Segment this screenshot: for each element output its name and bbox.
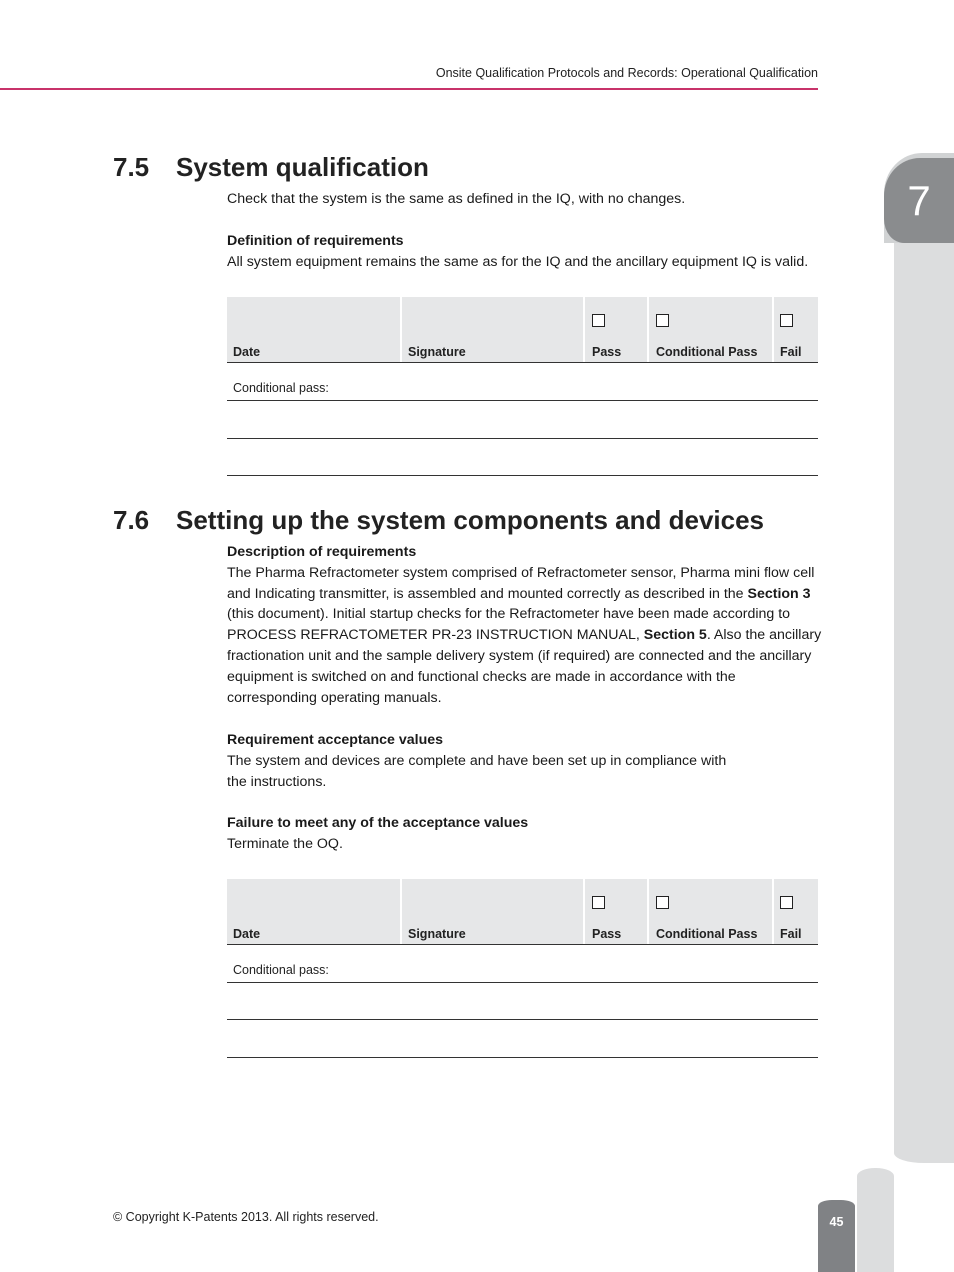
- pass-label: Pass: [592, 927, 622, 941]
- note-line[interactable]: [227, 982, 818, 983]
- signature-cell[interactable]: [402, 297, 585, 362]
- definition-block: [227, 231, 822, 273]
- copyright-notice: © Copyright K-Patents 2013. All rights reserved.: [113, 1210, 379, 1224]
- failure-block: [227, 813, 822, 855]
- conditional-pass-checkbox[interactable]: [656, 896, 669, 909]
- note-line[interactable]: [227, 400, 818, 401]
- footer-margin-strip: [857, 1168, 894, 1272]
- signature-cell[interactable]: [402, 879, 585, 944]
- description-text-part: . Also the ancillary fractionation unit and the sample delivery system (if required) are connected and the ancillary equipment is switched on and functional checks are made in accordance with the corresponding operating manuals.: [227, 627, 822, 706]
- conditional-pass-cell: [650, 297, 774, 362]
- description-heading: Description of requirements: [227, 544, 417, 560]
- chapter-number: 7: [907, 176, 931, 224]
- note-line[interactable]: [227, 475, 818, 476]
- header-rule: [0, 88, 818, 90]
- note-line[interactable]: [227, 1057, 818, 1058]
- fail-cell: [774, 297, 818, 362]
- signature-label: Signature: [408, 927, 466, 941]
- pass-cell: [586, 879, 649, 944]
- signature-label: Signature: [408, 345, 466, 359]
- failure-heading: Failure to meet any of the acceptance values: [227, 815, 529, 831]
- page-number-tab: [818, 1200, 855, 1272]
- page-number: 45: [829, 1215, 844, 1229]
- fail-label: Fail: [780, 345, 802, 359]
- acceptance-block: [227, 730, 822, 792]
- section-7-5-intro: Check that the system is the same as defined in the IQ, with no changes.: [227, 191, 686, 207]
- pass-checkbox[interactable]: [592, 314, 605, 327]
- section-title: Setting up the system components and devices: [176, 505, 765, 535]
- running-header: Onsite Qualification Protocols and Records: Operational Qualification: [435, 66, 818, 80]
- pass-cell: [586, 297, 649, 362]
- fail-checkbox[interactable]: [780, 314, 793, 327]
- fail-label: Fail: [780, 927, 802, 941]
- acceptance-text-line: The system and devices are complete and have been set up in compliance with: [227, 752, 727, 769]
- side-margin-strip: [894, 243, 954, 1163]
- definition-heading: Definition of requirements: [227, 233, 404, 249]
- conditional-pass-label: Conditional Pass: [656, 927, 758, 941]
- conditional-pass-note-label: Conditional pass:: [233, 381, 329, 395]
- description-text-part: (this document). Initial startup checks for the Refractometer have been made according to PROCESS REFRACTOMETER PR-23 INSTRUCTION MANUAL,: [227, 606, 791, 644]
- conditional-pass-checkbox[interactable]: [656, 314, 669, 327]
- section-number: 7.6: [113, 505, 150, 535]
- section-3-reference: Section 3: [747, 585, 811, 602]
- pass-label: Pass: [592, 345, 622, 359]
- acceptance-heading: Requirement acceptance values: [227, 732, 444, 748]
- pass-checkbox[interactable]: [592, 896, 605, 909]
- conditional-pass-cell: [650, 879, 774, 944]
- description-text: [227, 565, 821, 706]
- note-line[interactable]: [227, 438, 818, 439]
- section-7-6-heading: [113, 505, 764, 536]
- section-number: 7.5: [113, 152, 150, 182]
- description-text-part: The Pharma Refractometer system comprised of Refractometer sensor, Pharma mini flow cell and Indicating transmitter, is assembled and mounted correctly as described in the: [227, 564, 815, 602]
- date-cell[interactable]: [227, 297, 402, 362]
- conditional-pass-note-label: Conditional pass:: [233, 963, 329, 977]
- conditional-pass-label: Conditional Pass: [656, 345, 758, 359]
- signoff-table: [227, 297, 818, 363]
- note-line[interactable]: [227, 1019, 818, 1020]
- date-cell[interactable]: [227, 879, 402, 944]
- chapter-tab: [884, 158, 954, 243]
- section-7-5-heading: [113, 152, 429, 183]
- definition-text: All system equipment remains the same as for the IQ and the ancillary equipment IQ is valid.: [227, 253, 809, 270]
- description-block: [227, 542, 822, 708]
- signoff-table: [227, 879, 818, 945]
- failure-text: Terminate the OQ.: [227, 835, 343, 852]
- section-title: System qualification: [176, 152, 429, 182]
- section-5-reference: Section 5: [643, 627, 707, 644]
- date-label: Date: [233, 345, 261, 359]
- fail-checkbox[interactable]: [780, 896, 793, 909]
- fail-cell: [774, 879, 818, 944]
- acceptance-text-line: the instructions.: [227, 773, 327, 790]
- date-label: Date: [233, 927, 261, 941]
